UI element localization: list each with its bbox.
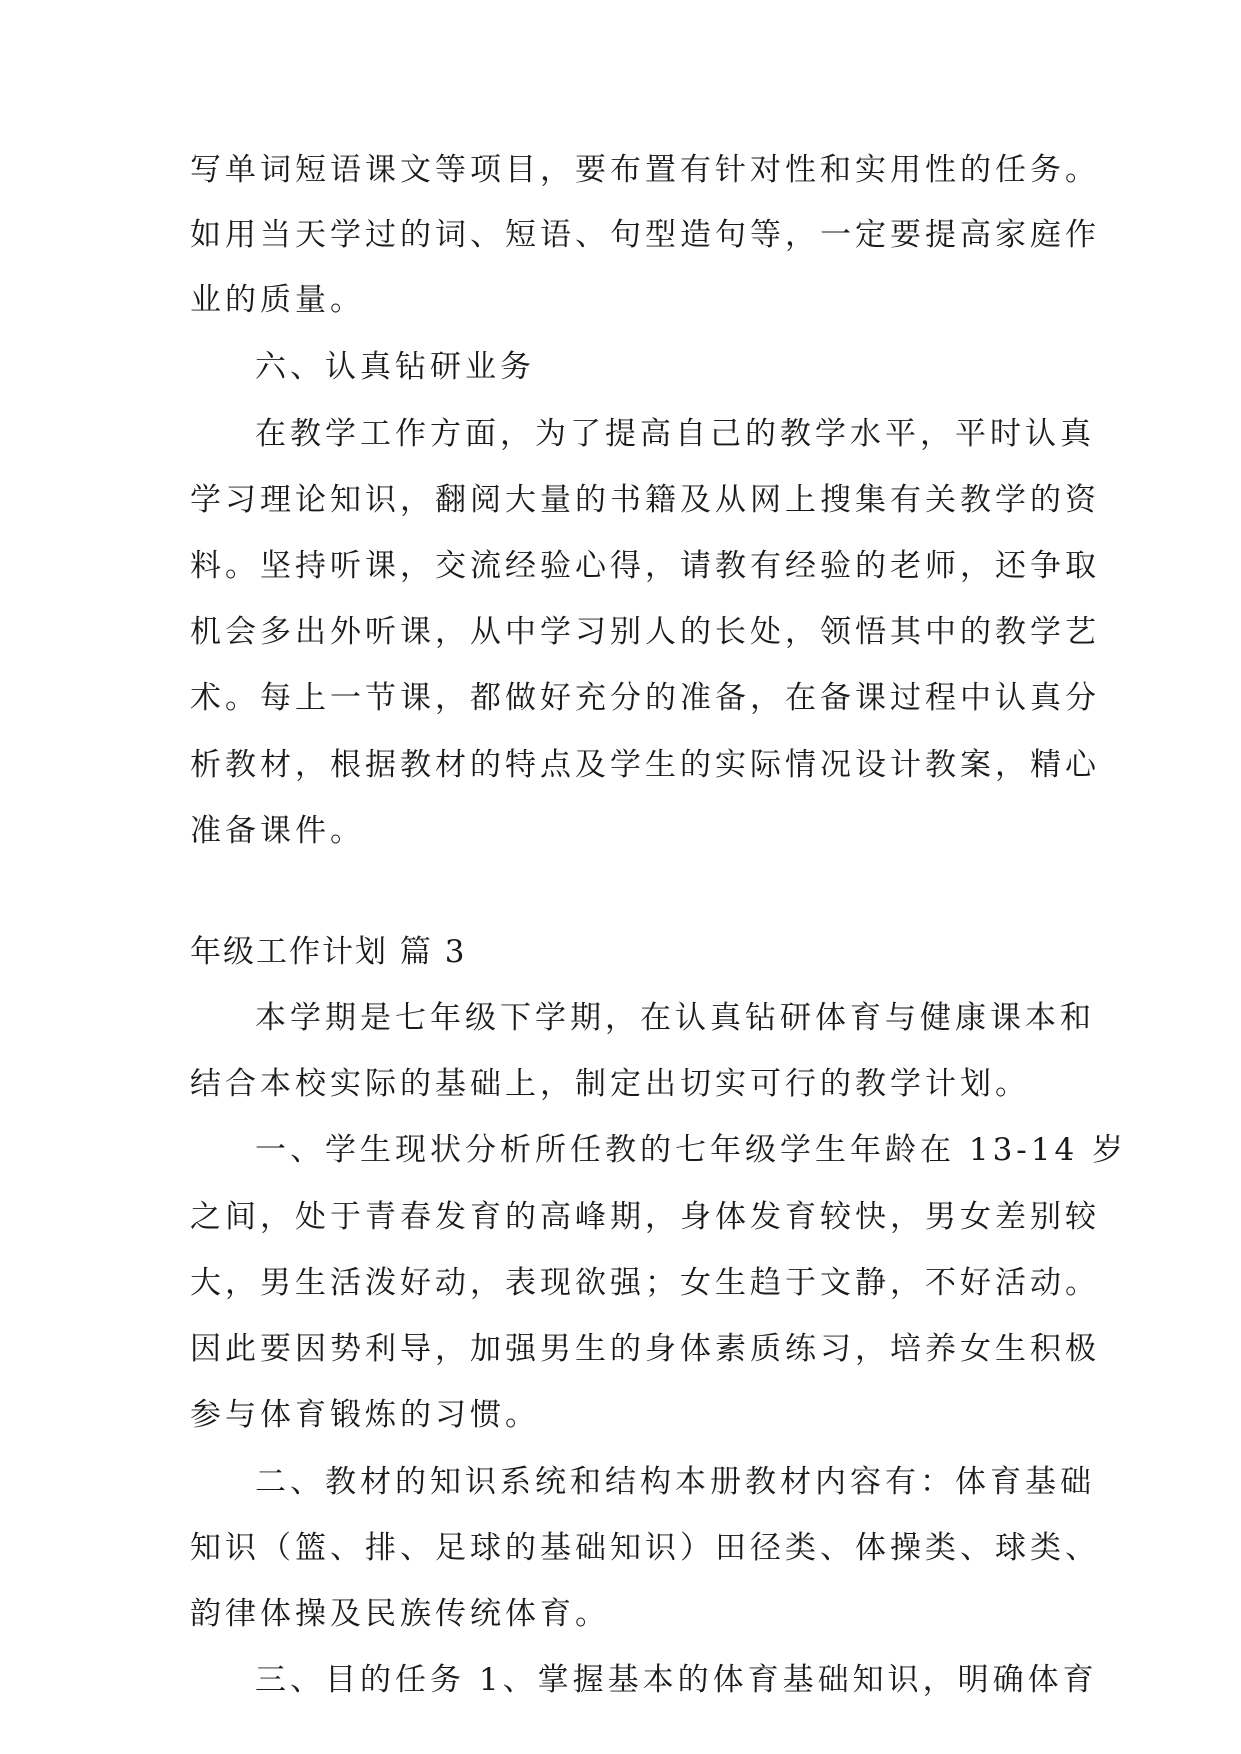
- paragraph-line: 本学期是七年级下学期，在认真钻研体育与健康课本和: [255, 1000, 1095, 1036]
- section-heading: 六、认真钻研业务: [255, 349, 535, 385]
- paragraph-line: 术。每上一节课，都做好充分的准备，在备课过程中认真分: [190, 680, 1100, 716]
- section-title: 年级工作计划 篇 3: [190, 934, 467, 970]
- paragraph-line: 写单词短语课文等项目，要布置有针对性和实用性的任务。: [190, 152, 1100, 188]
- paragraph-line: 一、学生现状分析所任教的七年级学生年龄在 13-14 岁: [255, 1132, 1128, 1168]
- paragraph-line: 之间，处于青春发育的高峰期，身体发育较快，男女差别较: [190, 1199, 1100, 1235]
- paragraph-line: 在教学工作方面，为了提高自己的教学水平，平时认真: [255, 416, 1095, 452]
- paragraph-line: 因此要因势利导，加强男生的身体素质练习，培养女生积极: [190, 1331, 1100, 1367]
- paragraph-line: 学习理论知识，翻阅大量的书籍及从网上搜集有关教学的资: [190, 482, 1100, 518]
- paragraph-line: 知识（篮、排、足球的基础知识）田径类、体操类、球类、: [190, 1530, 1100, 1566]
- paragraph-line: 准备课件。: [190, 813, 365, 849]
- paragraph-line: 参与体育锻炼的习惯。: [190, 1397, 540, 1433]
- paragraph-line: 析教材，根据教材的特点及学生的实际情况设计教案，精心: [190, 747, 1100, 783]
- paragraph-line: 如用当天学过的词、短语、句型造句等，一定要提高家庭作: [190, 217, 1100, 253]
- paragraph-line: 韵律体操及民族传统体育。: [190, 1596, 610, 1632]
- paragraph-line: 业的质量。: [190, 282, 365, 318]
- paragraph-line: 三、目的任务 1、掌握基本的体育基础知识，明确体育: [255, 1662, 1098, 1698]
- paragraph-line: 二、教材的知识系统和结构本册教材内容有：体育基础: [255, 1464, 1095, 1500]
- paragraph-line: 料。坚持听课，交流经验心得，请教有经验的老师，还争取: [190, 548, 1100, 584]
- paragraph-line: 机会多出外听课，从中学习别人的长处，领悟其中的教学艺: [190, 614, 1100, 650]
- paragraph-line: 大，男生活泼好动，表现欲强；女生趋于文静，不好活动。: [190, 1265, 1100, 1301]
- paragraph-line: 结合本校实际的基础上，制定出切实可行的教学计划。: [190, 1066, 1030, 1102]
